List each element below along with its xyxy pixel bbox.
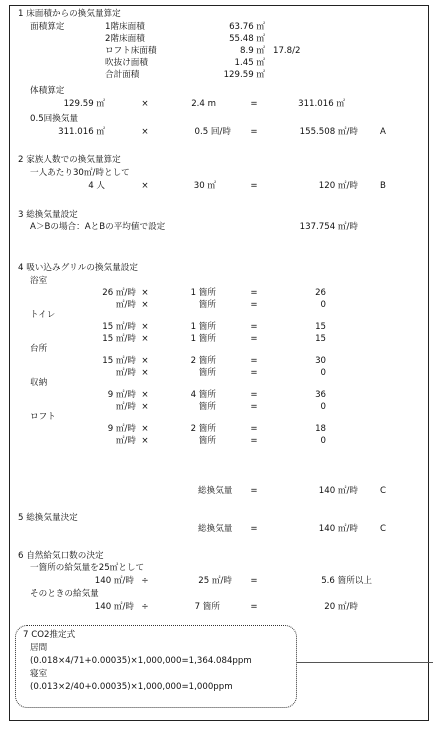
room-result: 0 (320, 436, 326, 446)
equals-sign: = (250, 486, 258, 496)
result-tag-c: C (380, 486, 387, 496)
location-count: 箇所 (198, 368, 216, 378)
area-row-label: 合計面積 (105, 70, 140, 80)
room-result: 15 (315, 322, 326, 332)
result-tag-b: B (380, 181, 386, 191)
area-row-label: 吹抜け面積 (105, 58, 148, 68)
ventilation-result: 155.508 ㎡/時 (299, 127, 358, 137)
connector-line (297, 662, 433, 663)
section-7-title: 7 CO2推定式 (23, 630, 76, 640)
equals-sign: = (250, 390, 258, 400)
result-tag-c: C (380, 524, 387, 534)
area-row-label: 1階床面積 (105, 22, 145, 32)
operator: × (141, 390, 149, 400)
ventilation-operand-a: 311.016 ㎡ (58, 127, 105, 137)
supply-operand-a: 140 ㎡/時 (94, 576, 134, 586)
volume-operand-a: 129.59 ㎡ (63, 99, 105, 109)
location-count: 2 箇所 (190, 424, 216, 434)
equals-sign: = (250, 300, 258, 310)
supply-assumption: 一箇所の給気量を25㎡として (30, 563, 145, 573)
equals-sign: = (250, 322, 258, 332)
per-person-note: 一人あたり30㎡/時として (30, 168, 130, 178)
rate-per-hour: ㎡/時 (115, 368, 136, 378)
result-tag-a: A (380, 127, 386, 137)
total-ventilation-value: 140 ㎡/時 (318, 486, 358, 496)
equals-sign: = (250, 602, 258, 612)
persons-result: 120 ㎡/時 (318, 181, 358, 191)
location-count: 2 箇所 (190, 356, 216, 366)
area-row-note: 17.8/2 (273, 46, 301, 56)
rate-per-hour: 9 ㎡/時 (107, 424, 136, 434)
room-name: 浴室 (30, 276, 48, 286)
section-5-title: 5 総換気量決定 (18, 513, 78, 523)
equals-sign: = (250, 334, 258, 344)
location-count: 箇所 (198, 436, 216, 446)
operator: × (141, 424, 149, 434)
room-result: 0 (320, 300, 326, 310)
rate-per-hour: ㎡/時 (115, 402, 136, 412)
rate-per-hour: ㎡/時 (115, 300, 136, 310)
volume-operand-b: 2.4 m (191, 99, 216, 109)
room-result: 26 (315, 288, 326, 298)
operator: × (141, 402, 149, 412)
rate-per-hour: 9 ㎡/時 (107, 390, 136, 400)
per-person-volume: 30 ㎡ (193, 181, 216, 191)
volume-result: 311.016 ㎡ (298, 99, 345, 109)
total-ventilation-label: 総換気量 (198, 486, 233, 496)
equals-sign: = (250, 576, 258, 586)
equals-sign: = (250, 436, 258, 446)
operator: × (141, 322, 149, 332)
bedroom-formula: (0.013×2/40+0.00035)×1,000,000=1,000ppm (30, 682, 233, 692)
location-count: 1 箇所 (190, 288, 216, 298)
equals-sign: = (250, 424, 258, 434)
location-count: 1 箇所 (190, 334, 216, 344)
supply-count-result: 5.6 箇所以上 (321, 576, 372, 586)
final-ventilation-value: 140 ㎡/時 (318, 524, 358, 534)
room-result: 36 (315, 390, 326, 400)
rate-per-hour: ㎡/時 (115, 436, 136, 446)
total-ventilation-label: 総換気量 (198, 524, 233, 534)
equals-sign: = (250, 368, 258, 378)
room-result: 18 (315, 424, 326, 434)
operator: × (141, 288, 149, 298)
bedroom-label: 寝室 (30, 669, 48, 679)
area-row-label: ロフト床面積 (105, 46, 157, 56)
operator: ÷ (141, 576, 149, 586)
room-name: 台所 (30, 344, 48, 354)
volume-calc-label: 体積算定 (30, 86, 65, 96)
area-calc-label: 面積算定 (30, 22, 65, 32)
location-count: 箇所 (198, 300, 216, 310)
living-room-formula: (0.018×4/71+0.00035)×1,000,000=1,364.084ppm (30, 656, 252, 666)
operator: × (141, 356, 149, 366)
room-name: 収納 (30, 378, 48, 388)
room-result: 0 (320, 368, 326, 378)
equals-sign: = (250, 181, 258, 191)
equals-sign: = (250, 524, 258, 534)
section-6-title: 6 自然給気口数の決定 (18, 551, 104, 561)
total-setting-value: 137.754 ㎡/時 (299, 222, 358, 232)
location-count: 4 箇所 (190, 390, 216, 400)
rate-per-hour: 15 ㎡/時 (102, 322, 136, 332)
rate-per-hour: 15 ㎡/時 (102, 334, 136, 344)
area-row-value: 55.48 ㎡ (229, 34, 265, 44)
operator: ÷ (141, 602, 149, 612)
location-count: 1 箇所 (190, 322, 216, 332)
area-row-value: 8.9 ㎡ (240, 46, 265, 56)
supply-rate-label: そのときの給気量 (30, 589, 99, 599)
room-name: トイレ (30, 310, 56, 320)
equals-sign: = (250, 99, 258, 109)
operator: × (141, 99, 149, 109)
operator: × (141, 436, 149, 446)
supply-operand-b: 25 ㎡/時 (198, 576, 232, 586)
operator: × (141, 334, 149, 344)
operator: × (141, 181, 149, 191)
ventilation-operand-b: 0.5 回/時 (194, 127, 231, 137)
equals-sign: = (250, 288, 258, 298)
operator: × (141, 300, 149, 310)
room-name: ロフト (30, 412, 56, 422)
room-result: 0 (320, 402, 326, 412)
area-row-label: 2階床面積 (105, 34, 145, 44)
rate-per-hour: 26 ㎡/時 (102, 288, 136, 298)
ventilation-label: 0.5回換気量 (30, 114, 79, 124)
operator: × (141, 368, 149, 378)
supply-rate-result: 20 ㎡/時 (324, 602, 358, 612)
room-result: 30 (315, 356, 326, 366)
area-row-value: 1.45 ㎡ (234, 58, 265, 68)
persons-count: 4 人 (88, 181, 105, 191)
supply-operand-a: 140 ㎡/時 (94, 602, 134, 612)
equals-sign: = (250, 402, 258, 412)
section-4-title: 4 吸い込みグリルの換気量設定 (18, 263, 138, 273)
area-row-value: 63.76 ㎡ (229, 22, 265, 32)
room-result: 15 (315, 334, 326, 344)
living-room-label: 居間 (30, 643, 48, 653)
supply-operand-b: 7 箇所 (194, 602, 220, 612)
section-3-title: 3 総換気量設定 (18, 210, 78, 220)
condition-text: A＞Bの場合：AとBの平均値で設定 (30, 222, 166, 232)
section-1-title: 1 床面積からの換気量算定 (18, 9, 121, 19)
location-count: 箇所 (198, 402, 216, 412)
operator: × (141, 127, 149, 137)
equals-sign: = (250, 356, 258, 366)
area-row-value: 129.59 ㎡ (223, 70, 265, 80)
equals-sign: = (250, 127, 258, 137)
section-2-title: 2 家族人数での換気量算定 (18, 155, 121, 165)
rate-per-hour: 15 ㎡/時 (102, 356, 136, 366)
